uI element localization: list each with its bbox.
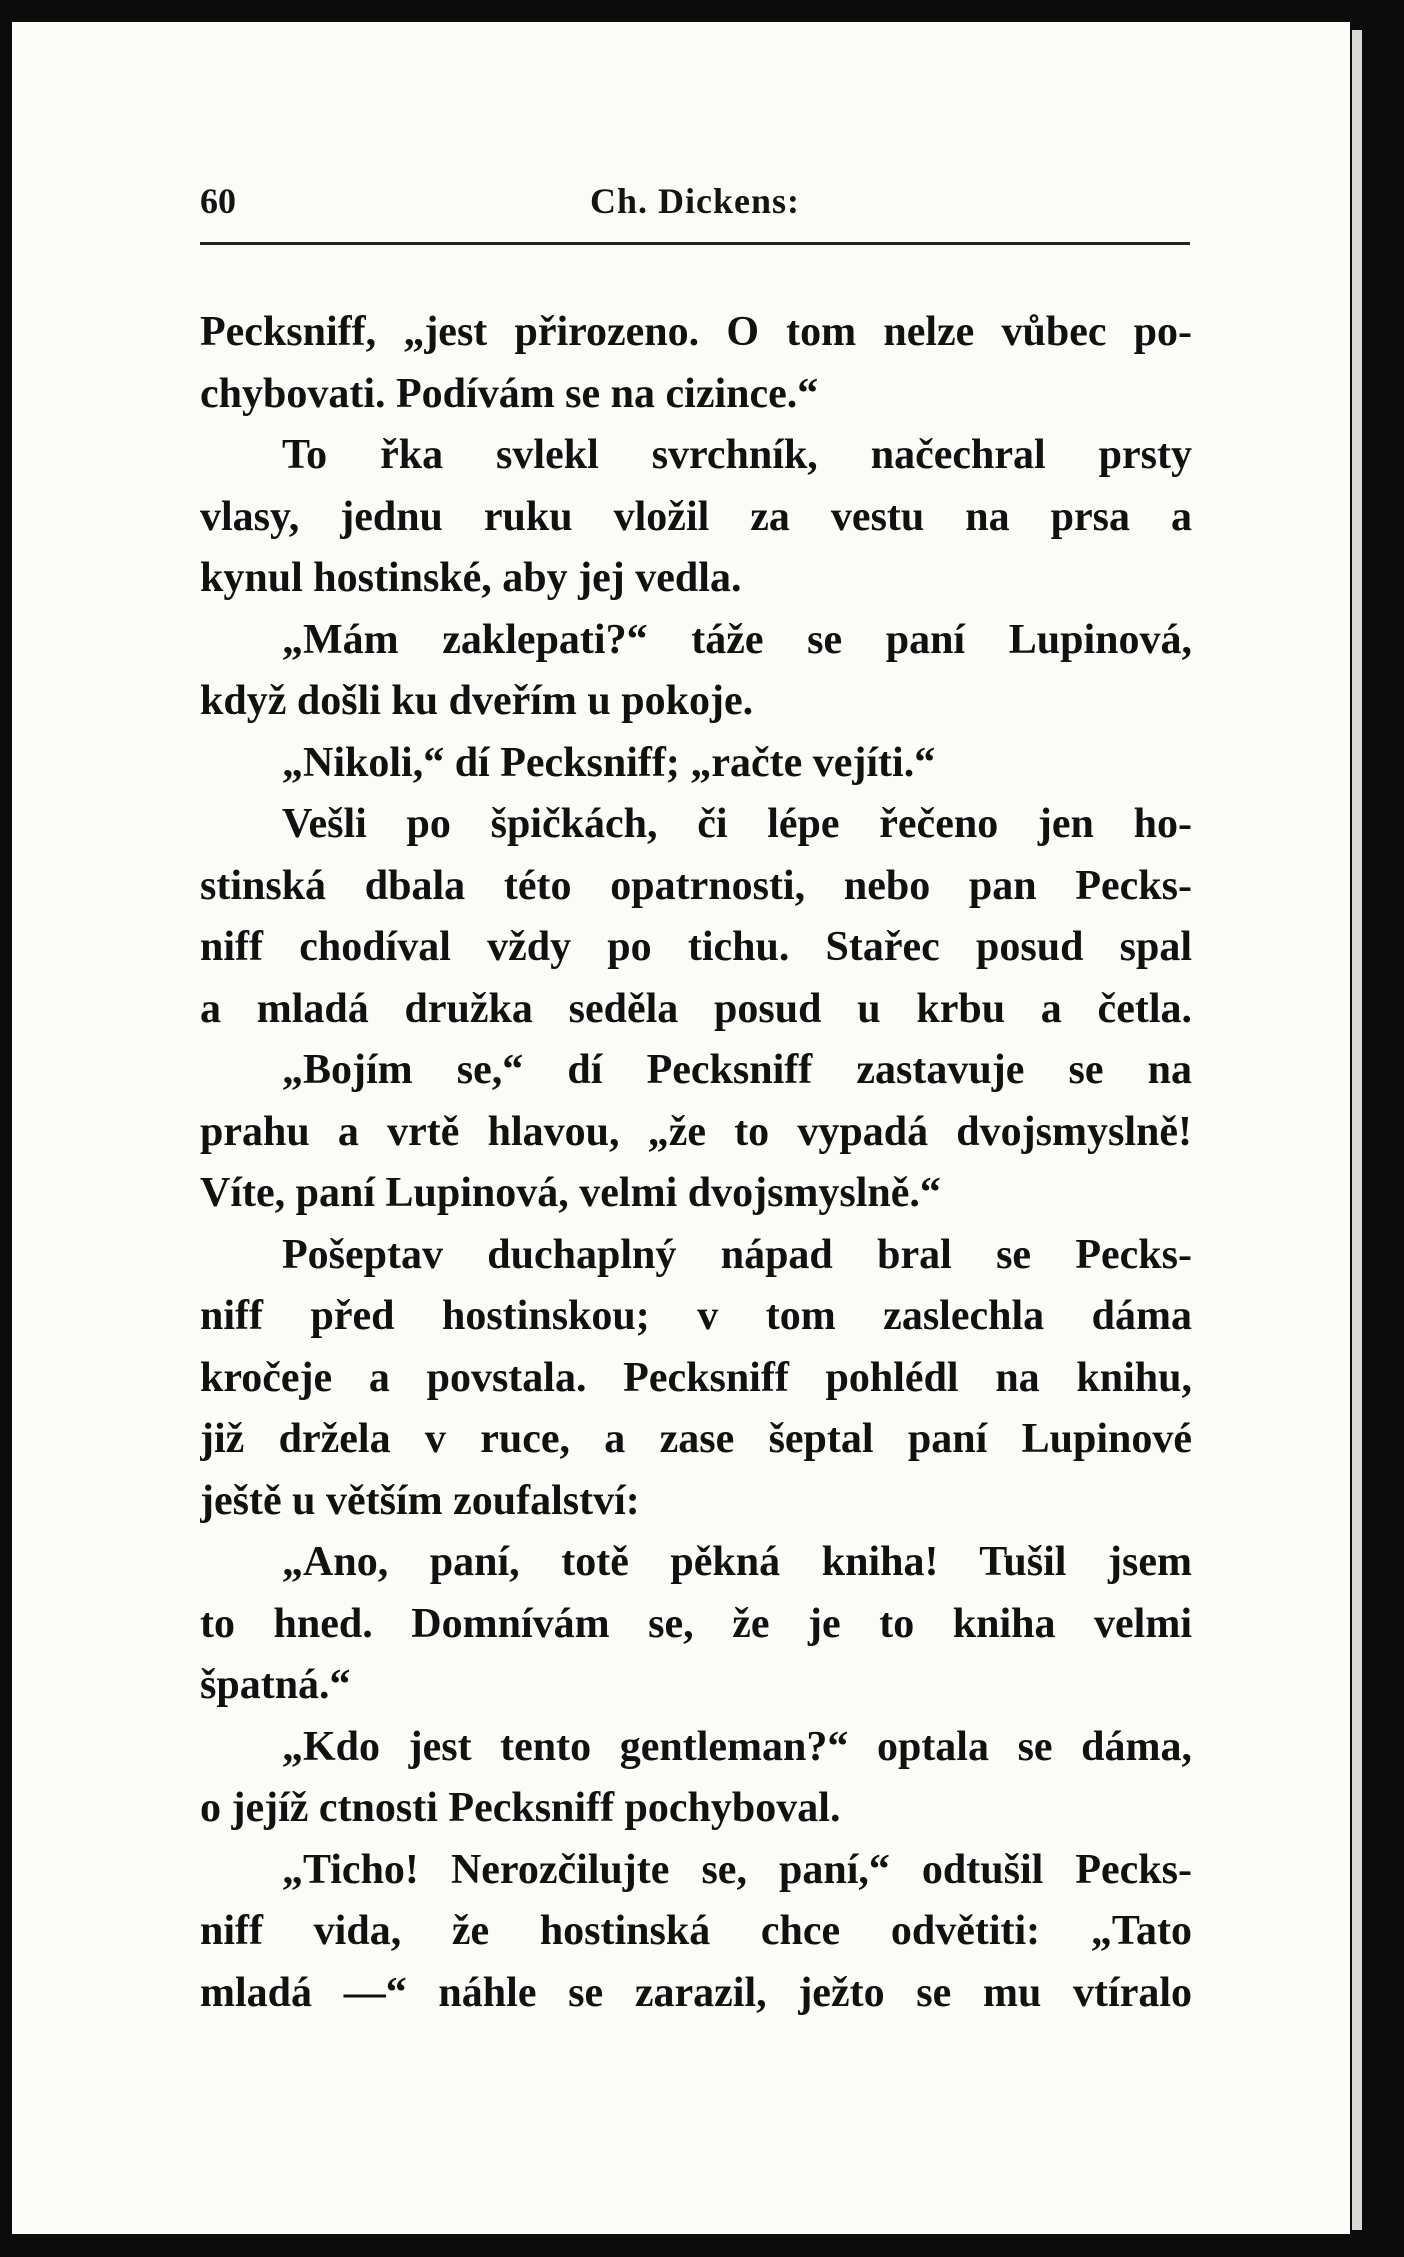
text-line: niff vida, že hostinská chce odvětiti: „Tato: [200, 1908, 1192, 1954]
text-line: Pošeptav duchaplný nápad bral se Pecks-: [282, 1231, 1192, 1278]
text-line: Víte, paní Lupinová, velmi dvojsmyslně.“: [200, 1170, 941, 1216]
page-number: 60: [200, 181, 236, 221]
text-line: niff chodíval vždy po tichu. Stařec posud spal: [200, 924, 1192, 970]
text-line: to hned. Domnívám se, že je to kniha velmi: [200, 1600, 1192, 1647]
text-line: stinská dbala této opatrnosti, nebo pan Pecks-: [200, 862, 1192, 909]
body-text: [200, 302, 1192, 2024]
running-head: Ch. Dickens:: [589, 181, 801, 221]
text-line: Vešli po špičkách, či lépe řečeno jen ho-: [282, 801, 1192, 847]
text-line: kynul hostinské, aby jej vedla.: [200, 555, 742, 601]
text-line: a mladá družka seděla posud u krbu a četla.: [200, 985, 1192, 1032]
text-line: Pecksniff, „jest přirozeno. O tom nelze vůbec po-: [200, 309, 1192, 355]
text-line: vlasy, jednu ruku vložil za vestu na prsa a: [200, 493, 1192, 540]
text-line: To řka svlekl svrchník, načechral prsty: [282, 432, 1192, 478]
text-line: „Bojím se,“ dí Pecksniff zastavuje se na: [282, 1047, 1192, 1093]
text-line: mladá —“ náhle se zarazil, ježto se mu vtíralo: [200, 1969, 1192, 2016]
text-line: ještě u větším zoufalství:: [200, 1477, 640, 1524]
text-line: již držela v ruce, a zase šeptal paní Lupinové: [200, 1416, 1192, 1462]
text-line: špatná.“: [200, 1662, 351, 1708]
text-line: chybovati. Podívám se na cizince.“: [200, 370, 819, 417]
text-line: o jejíž ctnosti Pecksniff pochyboval.: [200, 1785, 841, 1831]
text-line: „Ticho! Nerozčilujte se, paní,“ odtušil Pecks-: [282, 1846, 1192, 1893]
text-line: prahu a vrtě hlavou, „že to vypadá dvojsmyslně!: [200, 1108, 1192, 1155]
text-line: „Kdo jest tento gentleman?“ optala se dáma,: [282, 1723, 1192, 1770]
text-line: „Mám zaklepati?“ táže se paní Lupinová,: [282, 616, 1192, 663]
text-line: když došli ku dveřím u pokoje.: [200, 678, 754, 724]
text-line: „Nikoli,“ dí Pecksniff; „račte vejíti.“: [282, 739, 936, 786]
header-rule: [200, 242, 1190, 245]
text-line: niff před hostinskou; v tom zaslechla dáma: [200, 1293, 1192, 1339]
page-edge: [1352, 30, 1362, 2230]
text-line: kročeje a povstala. Pecksniff pohlédl na knihu,: [200, 1354, 1192, 1401]
text-line: „Ano, paní, totě pěkná kniha! Tušil jsem: [282, 1539, 1192, 1585]
page-header: [200, 180, 1190, 230]
